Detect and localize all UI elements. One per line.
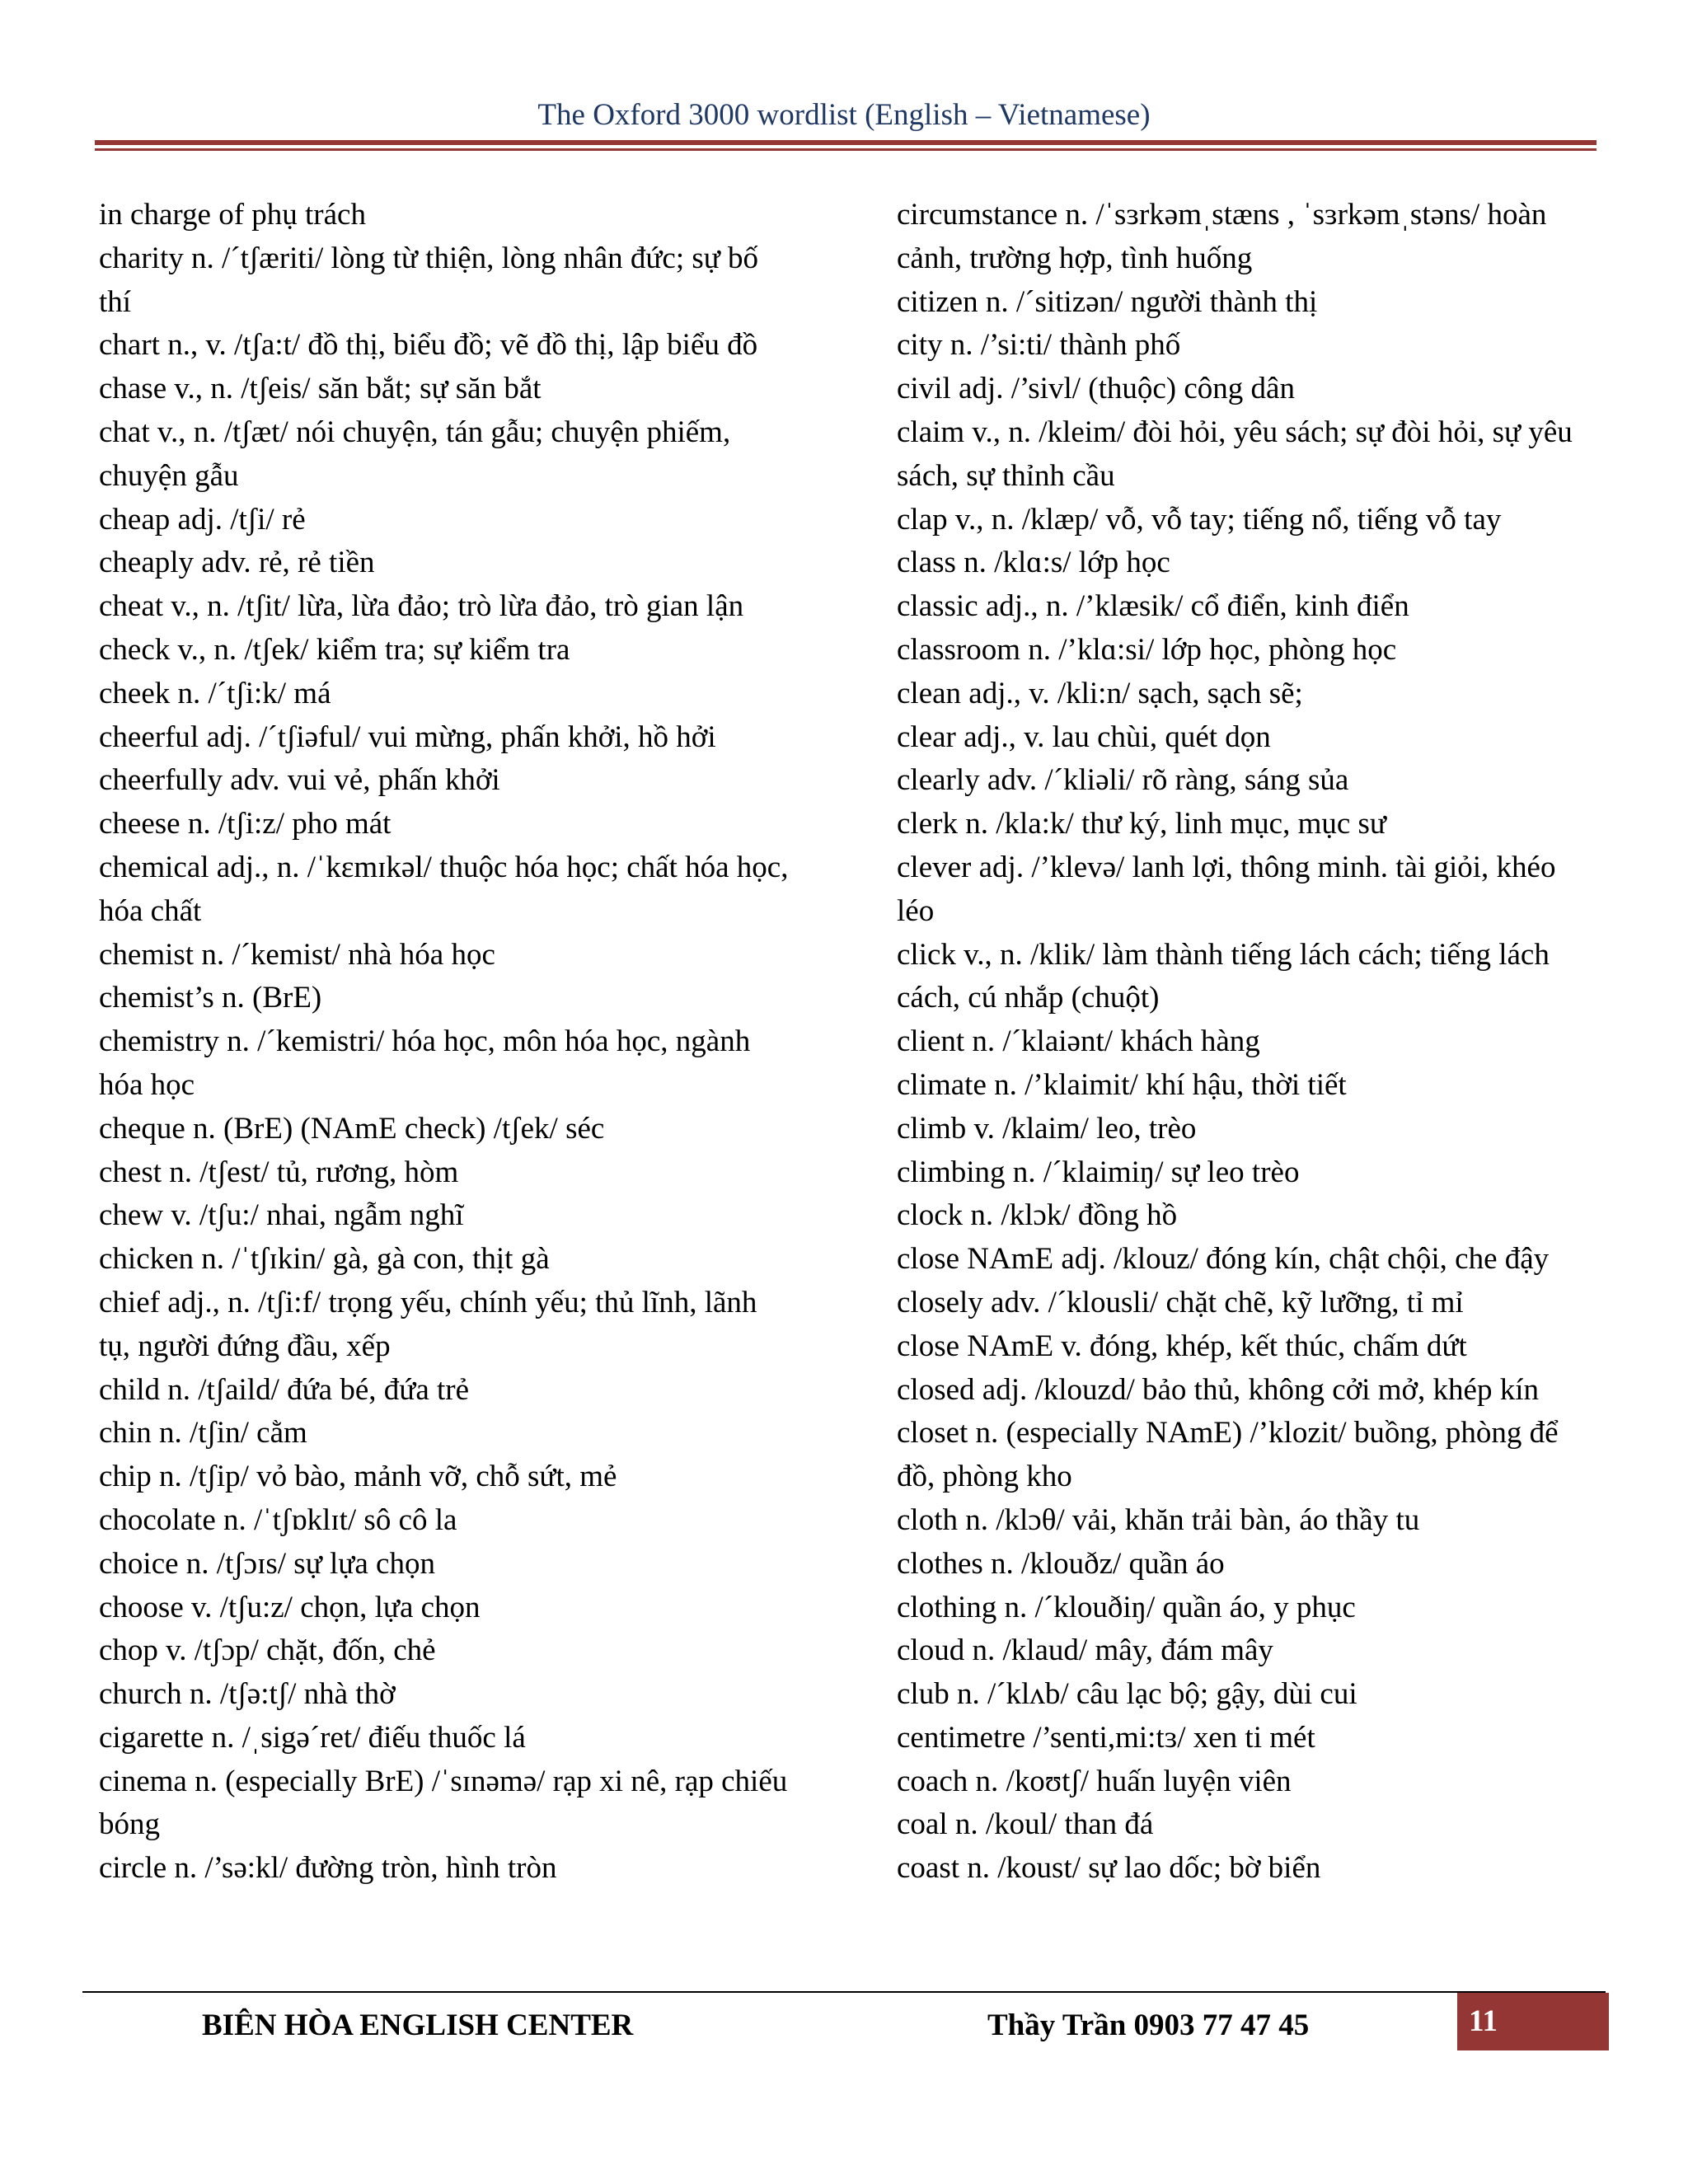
word-entry: chest n. /tʃest/ tủ, rương, hòm (99, 1155, 459, 1189)
word-entry: class n. /klɑ:s/ lớp học (897, 546, 1170, 580)
footer-teacher-contact: Thầy Trần 0903 77 47 45 (987, 2008, 1310, 2042)
left-column (99, 194, 791, 1891)
word-entry: cigarette n. /ˌsigə´ret/ điếu thuốc lá (99, 1720, 526, 1755)
word-entry: classroom n. /’klɑ:si/ lớp học, phòng học (897, 632, 1397, 667)
word-entry: chemical adj., n. /ˈkɛmɪkəl/ thuộc hóa học; chất hóa học, hóa chất (99, 850, 789, 928)
word-entry: coach n. /koʊtʃ/ huấn luyện viên (897, 1764, 1292, 1798)
word-entry: clock n. /klɔk/ đồng hồ (897, 1198, 1178, 1233)
word-entry: civil adj. /’sivl/ (thuộc) công dân (897, 372, 1295, 406)
word-entry: chew v. /tʃu:/ nhai, ngẫm nghĩ (99, 1198, 464, 1233)
header-divider-thick (95, 140, 1597, 145)
word-entry: club n. /´klʌb/ câu lạc bộ; gậy, dùi cui (897, 1677, 1357, 1712)
word-entry: climate n. /’klaimit/ khí hậu, thời tiết (897, 1067, 1347, 1102)
word-entry: chase v., n. /tʃeis/ săn bắt; sự săn bắt (99, 372, 542, 406)
word-entry: city n. /’si:ti/ thành phố (897, 328, 1181, 363)
word-entry: climbing n. /´klaimiŋ/ sự leo trèo (897, 1155, 1300, 1189)
word-entry: charity n. /´tʃæriti/ lòng từ thiện, lòng nhân đức; sự bố thí (99, 241, 759, 319)
word-entry: centimetre /’senti,mi:tɜ/ xen ti mét (897, 1720, 1315, 1755)
word-entry: cheque n. (BrE) (NAmE check) /tʃek/ séc (99, 1111, 605, 1146)
word-entry: close NAmE v. đóng, khép, kết thúc, chấm dứt (897, 1329, 1467, 1363)
word-entry: cheat v., n. /tʃit/ lừa, lừa đảo; trò lừa đảo, trò gian lận (99, 589, 744, 624)
word-entry: cheerfully adv. vui vẻ, phấn khởi (99, 763, 500, 798)
word-entry: cinema n. (especially BrE) /ˈsɪnəmə/ rạp xi nê, rạp chiếu bóng (99, 1764, 788, 1842)
word-entry: cloud n. /klaud/ mây, đám mây (897, 1633, 1273, 1668)
word-entry: chief adj., n. /tʃi:f/ trọng yếu, chính yếu; thủ lĩnh, lãnh tụ, người đứng đầu, xếp (99, 1285, 757, 1363)
word-entry: chip n. /tʃip/ vỏ bào, mảnh vỡ, chỗ sứt, mẻ (99, 1460, 617, 1494)
word-entry: chin n. /tʃin/ cằm (99, 1416, 307, 1451)
word-entry: claim v., n. /kleim/ đòi hỏi, yêu sách; sự đòi hỏi, sự yêu sách, sự thỉnh cầu (897, 415, 1573, 493)
word-entry: closed adj. /klouzd/ bảo thủ, không cởi mở, khép kín (897, 1372, 1540, 1407)
word-entry: clothing n. /´klouðiŋ/ quần áo, y phục (897, 1590, 1356, 1624)
page-number: 11 (1469, 2004, 1498, 2038)
word-entry: closely adv. /´klousli/ chặt chẽ, kỹ lưỡng, tỉ mỉ (897, 1285, 1464, 1319)
word-entry: choice n. /tʃɔɪs/ sự lựa chọn (99, 1546, 435, 1581)
word-entry: clear adj., v. lau chùi, quét dọn (897, 719, 1271, 754)
word-entry: clever adj. /’klevə/ lanh lợi, thông minh. tài giỏi, khéo léo (897, 850, 1556, 928)
word-entry: chocolate n. /ˈtʃɒklɪt/ sô cô la (99, 1502, 457, 1537)
word-entry: child n. /tʃaild/ đứa bé, đứa trẻ (99, 1372, 470, 1407)
word-entry: chart n., v. /tʃa:t/ đồ thị, biểu đồ; vẽ đồ thị, lập biểu đồ (99, 328, 758, 363)
word-entry: close NAmE adj. /klouz/ đóng kín, chật chội, che đậy (897, 1242, 1550, 1277)
word-entry: in charge of phụ trách (99, 198, 366, 232)
word-entry: choose v. /tʃu:z/ chọn, lựa chọn (99, 1590, 481, 1624)
word-entry: clean adj., v. /kli:n/ sạch, sạch sẽ; (897, 676, 1303, 710)
word-entry: check v., n. /tʃek/ kiểm tra; sự kiểm tra (99, 632, 570, 667)
header-divider-thin (95, 148, 1597, 151)
word-entry: chemist’s n. (BrE) (99, 981, 322, 1015)
word-entry: cheese n. /tʃi:z/ pho mát (99, 807, 392, 841)
word-entry: client n. /´klaiənt/ khách hàng (897, 1024, 1260, 1059)
word-entry: cheerful adj. /´tʃiəful/ vui mừng, phấn khởi, hồ hởi (99, 719, 716, 754)
word-entry: coast n. /koust/ sự lao dốc; bờ biển (897, 1851, 1321, 1886)
word-entry: climb v. /klaim/ leo, trèo (897, 1111, 1197, 1146)
word-entry: church n. /tʃə:tʃ/ nhà thờ (99, 1677, 396, 1712)
page-number-box (1457, 1993, 1609, 2050)
header-divider (95, 140, 1597, 152)
word-entry: coal n. /koul/ than đá (897, 1807, 1154, 1842)
word-entry: circle n. /’sə:kl/ đường tròn, hình tròn (99, 1851, 557, 1886)
word-entry: cheaply adv. rẻ, rẻ tiền (99, 546, 375, 580)
page-header-title: The Oxford 3000 wordlist (English – Vietnamese) (537, 98, 1151, 132)
word-entry: clap v., n. /klæp/ vỗ, vỗ tay; tiếng nổ, tiếng vỗ tay (897, 502, 1502, 537)
word-entry: clothes n. /klouðz/ quần áo (897, 1546, 1225, 1581)
word-entry: chemistry n. /´kemistri/ hóa học, môn hóa học, ngành hóa học (99, 1024, 751, 1102)
word-entry: chat v., n. /tʃæt/ nói chuyện, tán gẫu; chuyện phiếm, chuyện gẫu (99, 415, 731, 493)
footer-divider (82, 1991, 1606, 1993)
word-entry: circumstance n. /ˈsɜrkəmˌstæns , ˈsɜrkəmˌstəns/ hoàn cảnh, trường hợp, tình huống (897, 198, 1547, 275)
footer-center-name: BIÊN HÒA ENGLISH CENTER (202, 2008, 634, 2042)
word-entry: clearly adv. /´kliəli/ rõ ràng, sáng sủa (897, 763, 1349, 798)
word-entry: cloth n. /klɔθ/ vải, khăn trải bàn, áo thầy tu (897, 1502, 1420, 1537)
word-entry: citizen n. /´sitizən/ người thành thị (897, 284, 1318, 319)
word-entry: click v., n. /klik/ làm thành tiếng lách cách; tiếng lách cách, cú nhắp (chuột) (897, 937, 1550, 1015)
word-entry: clerk n. /kla:k/ thư ký, linh mục, mục sư (897, 807, 1386, 841)
word-entry: closet n. (especially NAmE) /’klozit/ buồng, phòng để đồ, phòng kho (897, 1416, 1559, 1494)
word-entry: chop v. /tʃɔp/ chặt, đốn, chẻ (99, 1633, 436, 1668)
word-entry: chemist n. /´kemist/ nhà hóa học (99, 937, 495, 972)
word-entry: classic adj., n. /’klæsik/ cổ điển, kinh điển (897, 589, 1409, 624)
word-entry: chicken n. /ˈtʃɪkin/ gà, gà con, thịt gà (99, 1242, 550, 1277)
word-entry: cheek n. /´tʃi:k/ má (99, 676, 331, 710)
right-column (897, 194, 1589, 1891)
word-entry: cheap adj. /tʃi/ rẻ (99, 502, 306, 537)
